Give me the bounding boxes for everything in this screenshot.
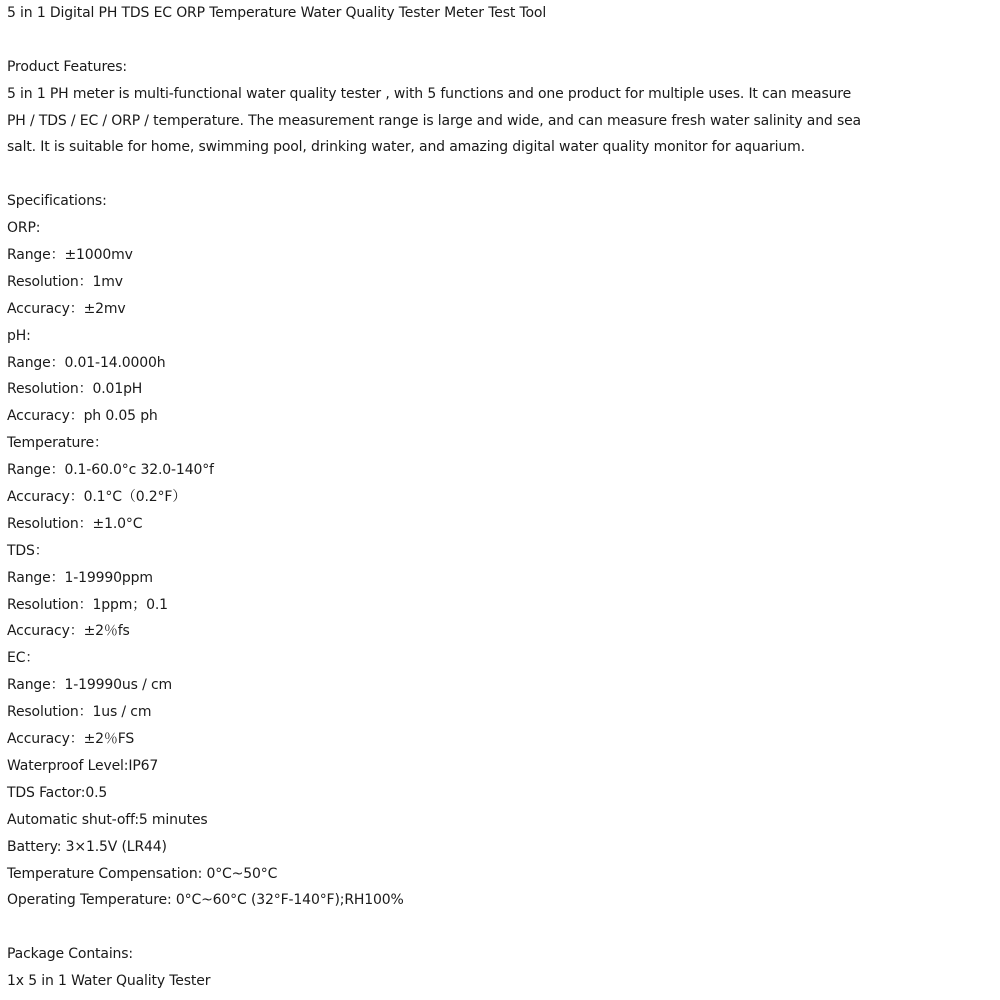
specifications-heading: Specifications:: [7, 193, 107, 210]
temperature-range: Range：0.1-60.0°c 32.0-140°f: [7, 462, 214, 479]
orp-label: ORP:: [7, 220, 41, 237]
spacer: [7, 27, 992, 54]
features-text-line: 5 in 1 PH meter is multi-functional water quality tester , with 5 functions and one product for multiple uses. It can measure: [7, 85, 852, 102]
features-heading: Product Features:: [7, 58, 127, 75]
spacer: [7, 914, 992, 941]
tds-factor: TDS Factor:0.5: [7, 784, 108, 801]
ph-accuracy: Accuracy：ph 0.05 ph: [7, 408, 158, 425]
ec-resolution: Resolution：1us / cm: [7, 704, 152, 721]
spacer: [7, 161, 992, 188]
battery: Battery: 3×1.5V (LR44): [7, 838, 167, 855]
ec-range: Range：1-19990us / cm: [7, 677, 172, 694]
tds-range: Range：1-19990ppm: [7, 569, 153, 586]
orp-range: Range：±1000mv: [7, 247, 133, 264]
orp-accuracy: Accuracy：±2mv: [7, 300, 126, 317]
ph-resolution: Resolution：0.01pH: [7, 381, 143, 398]
orp-resolution: Resolution：1mv: [7, 273, 123, 290]
tds-label: TDS：: [7, 542, 49, 559]
auto-shutoff: Automatic shut-off:5 minutes: [7, 811, 208, 828]
product-title: 5 in 1 Digital PH TDS EC ORP Temperature Water Quality Tester Meter Test Tool: [7, 5, 547, 21]
tds-accuracy: Accuracy：±2％fs: [7, 623, 130, 640]
package-heading: Package Contains:: [7, 946, 133, 963]
features-text-line: salt. It is suitable for home, swimming pool, drinking water, and amazing digital water quality monitor for aquarium.: [7, 139, 805, 156]
temperature-accuracy: Accuracy：0.1°C（0.2°F）: [7, 489, 187, 506]
temperature-resolution: Resolution：±1.0°C: [7, 515, 143, 532]
waterproof-level: Waterproof Level:IP67: [7, 757, 159, 774]
temperature-compensation: Temperature Compensation: 0°C~50°C: [7, 865, 278, 882]
temperature-label: Temperature：: [7, 435, 108, 452]
features-text-line: PH / TDS / EC / ORP / temperature. The measurement range is large and wide, and can measure fresh water salinity and sea: [7, 112, 861, 129]
ec-accuracy: Accuracy：±2％FS: [7, 731, 135, 748]
operating-temperature: Operating Temperature: 0°C~60°C (32°F-140°F);RH100%: [7, 892, 404, 909]
product-description: [7, 0, 992, 995]
package-item: 1x 5 in 1 Water Quality Tester: [7, 973, 211, 990]
ph-label: pH:: [7, 327, 31, 344]
ph-range: Range：0.01-14.0000h: [7, 354, 166, 371]
ec-label: EC：: [7, 650, 40, 667]
tds-resolution: Resolution：1ppm；0.1: [7, 596, 168, 613]
